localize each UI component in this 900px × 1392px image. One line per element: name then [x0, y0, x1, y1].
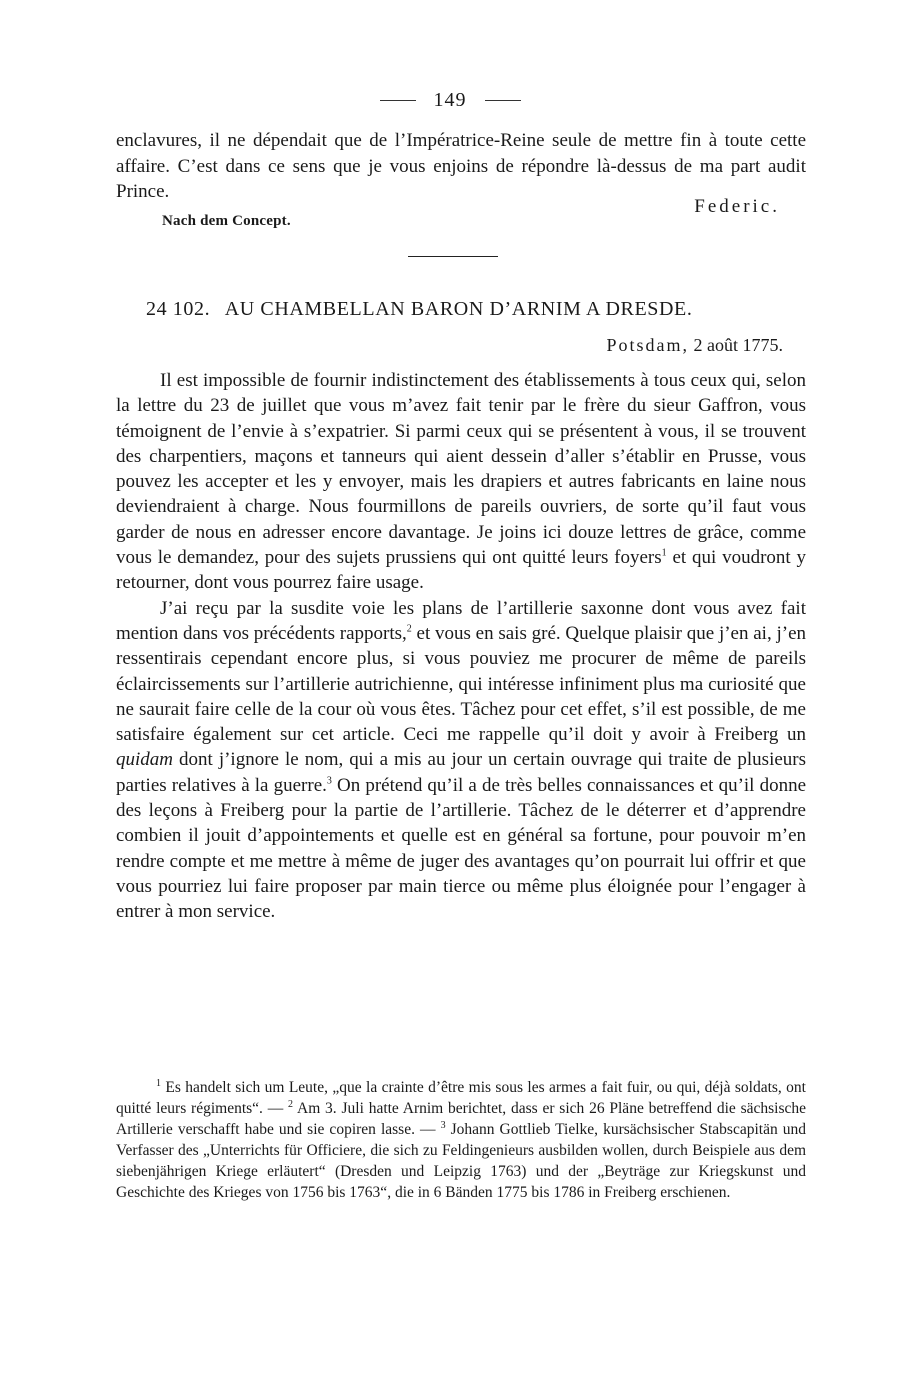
footnote-ref-2: 2 — [406, 623, 412, 635]
paragraph-2 — [116, 596, 806, 925]
footnote-3-text: Johann Gottlieb Tielke, kursächsischer Stabscapitän und Verfasser des „Unterrichts für Officiere, die sich zu Feldingenieurs ausbilden wollen, durch Beispiele aus dem siebenjährigen Kriege erläutert“ (Dresden und Leipzig 1763) und der „Beyträge zur Kriegskunst und Geschichte des Krieges von 1756 bis 1763“, die in 6 Bänden 1775 bis 1786 in Freiberg erschienen. — [116, 1121, 807, 1201]
previous-letter-text: enclavures, il ne dépendait que de l’Impératrice-Reine seule de mettre fin à toute cette affaire. C’est dans ce sens que je vous enjoins de répondre là-dessus de ma part audit Prince. — [116, 130, 806, 202]
paragraph-2-text-d: On prétend qu’il a de très belles connaissances et qu’il donne des leçons à Freiberg pour la partie de l’artillerie. Tâchez de le déterrer et d’apprendre combien il jouit d’appointements et quelle est en général sa fortune, pour pouvoir m’en rendre compte et me mettre à même de juger des avantages qu’on pourrait lui offrir et que vous pourriez lui faire proposer par main tierce ou même plus éloignée pour l’engager à entrer à mon service. — [116, 774, 807, 923]
footnote-mark-3: 3 — [440, 1119, 446, 1131]
page-number-rule-right — [485, 100, 521, 101]
paragraph-1-end: et qui voudront y retourner, dont vous pourrez faire usage. — [116, 547, 806, 594]
source-note: Nach dem Concept. — [162, 213, 291, 229]
dateline-place: Potsdam, — [606, 335, 689, 355]
letter-body — [116, 368, 806, 925]
paragraph-2-text-c: dont j’ignore le nom, qui a mis au jour un certain ouvrage qui traite de plusieurs parties relatives à la guerre. — [116, 749, 806, 796]
footnote-ref-1: 1 — [661, 547, 667, 559]
footnote-ref-3: 3 — [326, 775, 332, 787]
paragraph-1-text: Il est impossible de fournir indistinctement des établissements à tous ceux qui, selon la lettre du 23 de juillet que vous m’avez fait tenir par le frère du sieur Gaffron, vous témoignent de l’envie à s’expatrier. Si parmi ceux qui se présentent à vous, il se trouvent des charpentiers, maçons et tanneurs qui aient dessein d’aller s’établir en Prusse, vous pouvez les accepter et les y envoyer, mais les drapiers et autres fabricants en laine nous deviendraient à charge. Nous fourmillons de pareils ouvriers, de sorte qu’il faut vous garder de nous en adresser encore davantage. Je joins ici douze lettres de grâce, comme vous le demandez, pour des sujets prussiens qui ont quitté leurs foyers — [116, 370, 806, 569]
footnotes-paragraph — [116, 1077, 806, 1203]
footnote-1-text: Es handelt sich um Leute, „que la crainte d’être mis sous les armes a fait fuir, ou qui, déjà soldats, ont quitté leurs régiments“. — — [116, 1079, 806, 1117]
letter-heading — [146, 298, 786, 321]
letter-title: AU CHAMBELLAN BARON D’ARNIM A DRESDE. — [224, 298, 693, 320]
page-number-rule-left — [380, 100, 416, 101]
letter-number: 24 102. — [146, 298, 211, 320]
paragraph-2-text-b: et vous en sais gré. Quelque plaisir que j’en ai, j’en ressentirais cependant encore plus, si vous pouviez me procurer de même de pareils éclaircissements sur l’artillerie autrichienne, qui intéresse infiniment plus ma curiosité que ne saurait faire celle de la cour où vous êtes. Tâchez pour cet effet, s’il est possible, de me satisfaire également sur cet article. Ceci me rappelle qu’il doit y avoir à Freiberg un — [116, 622, 807, 746]
page-number — [0, 88, 900, 112]
footnote-mark-1: 1 — [156, 1077, 161, 1089]
dateline-date: 2 août 1775. — [693, 335, 783, 355]
section-divider — [408, 256, 498, 257]
footnote-2-text: Am 3. Juli hatte Arnim berichtet, dass er sich 26 Pläne betreffend die sächsische Artillerie verschafft habe und sie copiren lasse. — — [116, 1100, 807, 1138]
footnote-mark-2: 2 — [288, 1098, 294, 1110]
previous-letter-closing — [116, 128, 806, 205]
paragraph-2-text-a: J’ai reçu par la susdite voie les plans de l’artillerie saxonne dont vous avez fait mention dans vos précédents rapports, — [116, 597, 806, 644]
paragraph-1 — [116, 368, 806, 596]
signature: Federic. — [694, 196, 780, 217]
page-number-text: 149 — [433, 88, 467, 111]
paragraph-2-italic: quidam — [116, 749, 173, 771]
footnotes — [116, 1077, 806, 1203]
dateline — [606, 335, 783, 356]
